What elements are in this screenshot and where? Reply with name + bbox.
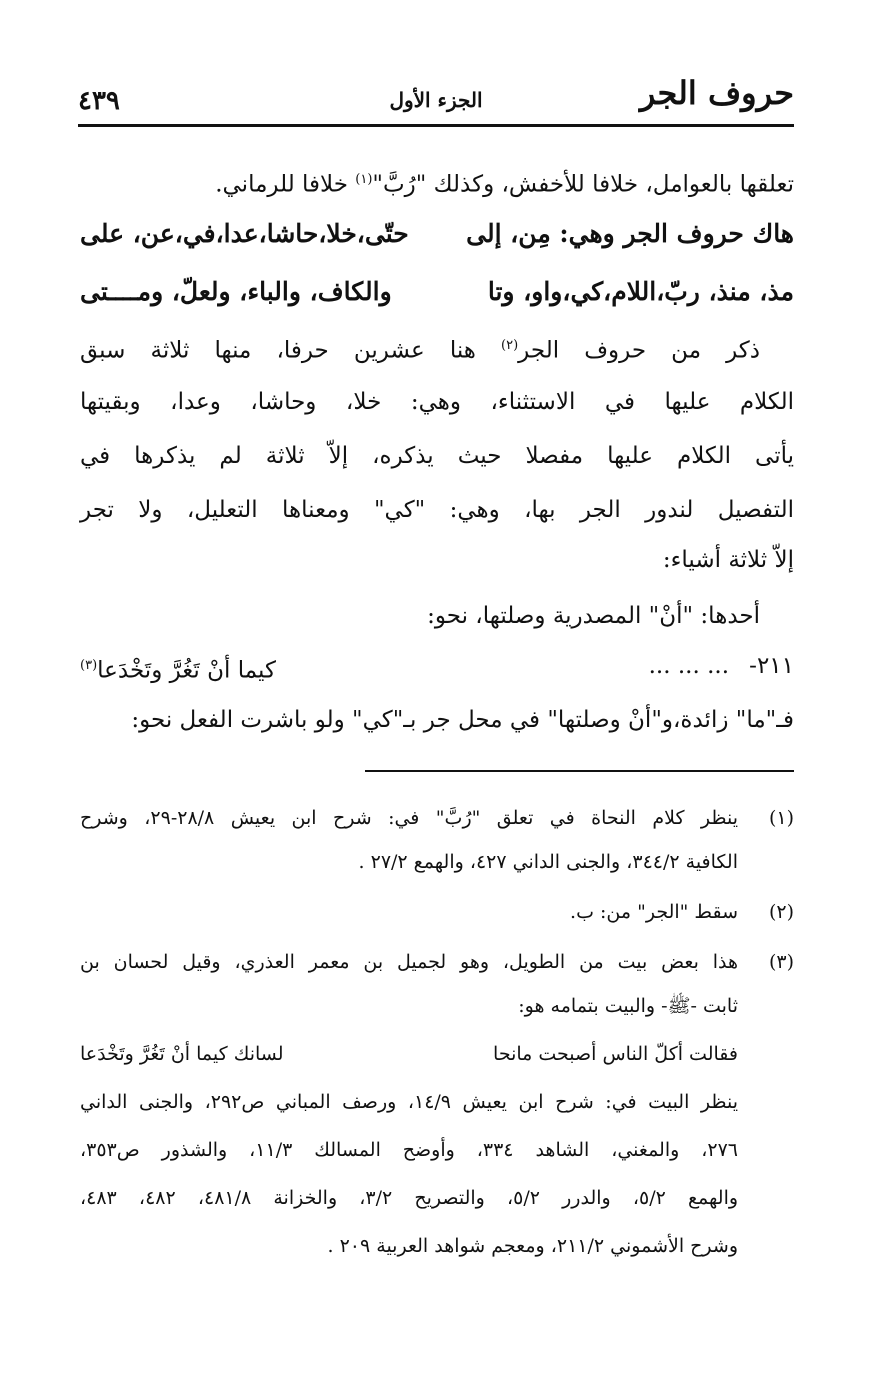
body-line: التفصيل لندور الجر بها، وهي: "كي" ومعناها التعليل، ولا تجر (80, 497, 794, 523)
footnote-line: ينظر البيت في: شرح ابن يعيش ١٤/٩، ورصف المباني ص٢٩٢، والجنى الداني (80, 1091, 739, 1113)
footnote-separator (365, 770, 794, 772)
verse-number: ٢١١- (749, 653, 794, 679)
verse-211-text: كيما أنْ تَغُرَّ وتَخْدَعا$^{(٣)}$ (80, 657, 276, 684)
volume-label: الجزء الأول (389, 88, 483, 112)
body-line: الكلام عليها في الاستثناء، وهي: خلا، وحاشا، وعدا، وبقيتها (80, 389, 794, 415)
footnote-line: الكافية ٣٤٤/٢، والجنى الداني ٤٢٧، والهمع ٢٧/٢ . (358, 851, 738, 873)
body-line: تعلقها بالعوامل، خلافا للأخفش، وكذلك "رُبَّ"$^{(١)}$ خلافا للرماني. (215, 171, 794, 198)
verse-line-2-right: مذ، منذ، ربّ،اللام،كي،واو، وتا (487, 277, 794, 306)
verse-line-1-right: هاك حروف الجر وهي: مِن، إلى (466, 219, 794, 248)
page-number: ٤٣٩ (78, 86, 120, 116)
footnote-line: هذا بعض بيت من الطويل، وهو لجميل بن معمر العذري، وقيل لحسان بن (80, 951, 738, 973)
footnote-verse-left: لسانك كيما أنْ تَغُرَّ وتَخْدَعا (80, 1043, 284, 1065)
footnote-number: (٣) (768, 951, 794, 973)
verse-line-2-left: والكاف، والباء، ولعلّ، ومــــتى (80, 277, 392, 306)
footnote-line: والهمع ٥/٢، والدرر ٥/٢، والتصريح ٣/٢، والخزانة ٤٨١/٨، ٤٨٢، ٤٨٣، (80, 1187, 739, 1209)
body-line: إلاّ ثلاثة أشياء: (662, 547, 794, 573)
page-header (78, 68, 794, 127)
body-line: يأتى الكلام عليها مفصلا حيث يذكره، إلاّ ثلاثة لم يذكرها في (80, 443, 794, 469)
footnote-ref: (١) (355, 172, 373, 187)
footnote-ref: (٢) (501, 338, 519, 353)
body-line: فـ"ما" زائدة،و"أنْ وصلتها" في محل جر بـ"كي" ولو باشرت الفعل نحو: (131, 707, 794, 733)
footnote-number: (٢) (768, 901, 794, 923)
footnote-verse-right: فقالت أكلّ الناس أصبحت مانحا (493, 1043, 738, 1065)
footnote-line: وشرح الأشموني ٢١١/٢، ومعجم شواهد العربية ٢٠٩ . (327, 1235, 738, 1257)
verse-ellipsis: ... ... ... (648, 653, 729, 679)
footnote-number: (١) (768, 807, 794, 829)
footnote-ref: (٣) (80, 658, 98, 673)
body-line: أحدها: "أنْ" المصدرية وصلتها، نحو: (427, 603, 760, 629)
footnote-line: ثابت -ﷺ- والبيت بتمامه هو: (518, 995, 738, 1017)
footnote-line: سقط "الجر" من: ب. (570, 901, 738, 923)
body-line: ذكر من حروف الجر$^{(٢)}$ هنا عشرين حرفا، منها ثلاثة سبق (80, 337, 760, 364)
footnote-line: ٢٧٦، والمغني، الشاهد ٣٣٤، وأوضح المسالك ١١/٣، والشذور ص٣٥٣، (80, 1139, 738, 1161)
verse-line-1-left: حتّى،خلا،حاشا،عدا،في،عن، على (80, 219, 409, 248)
footnote-line: ينظر كلام النحاة في تعلق "رُبَّ" في: شرح ابن يعيش ٢٨/٨-٢٩، وشرح (80, 807, 739, 829)
chapter-title: حروف الجر (639, 74, 794, 112)
